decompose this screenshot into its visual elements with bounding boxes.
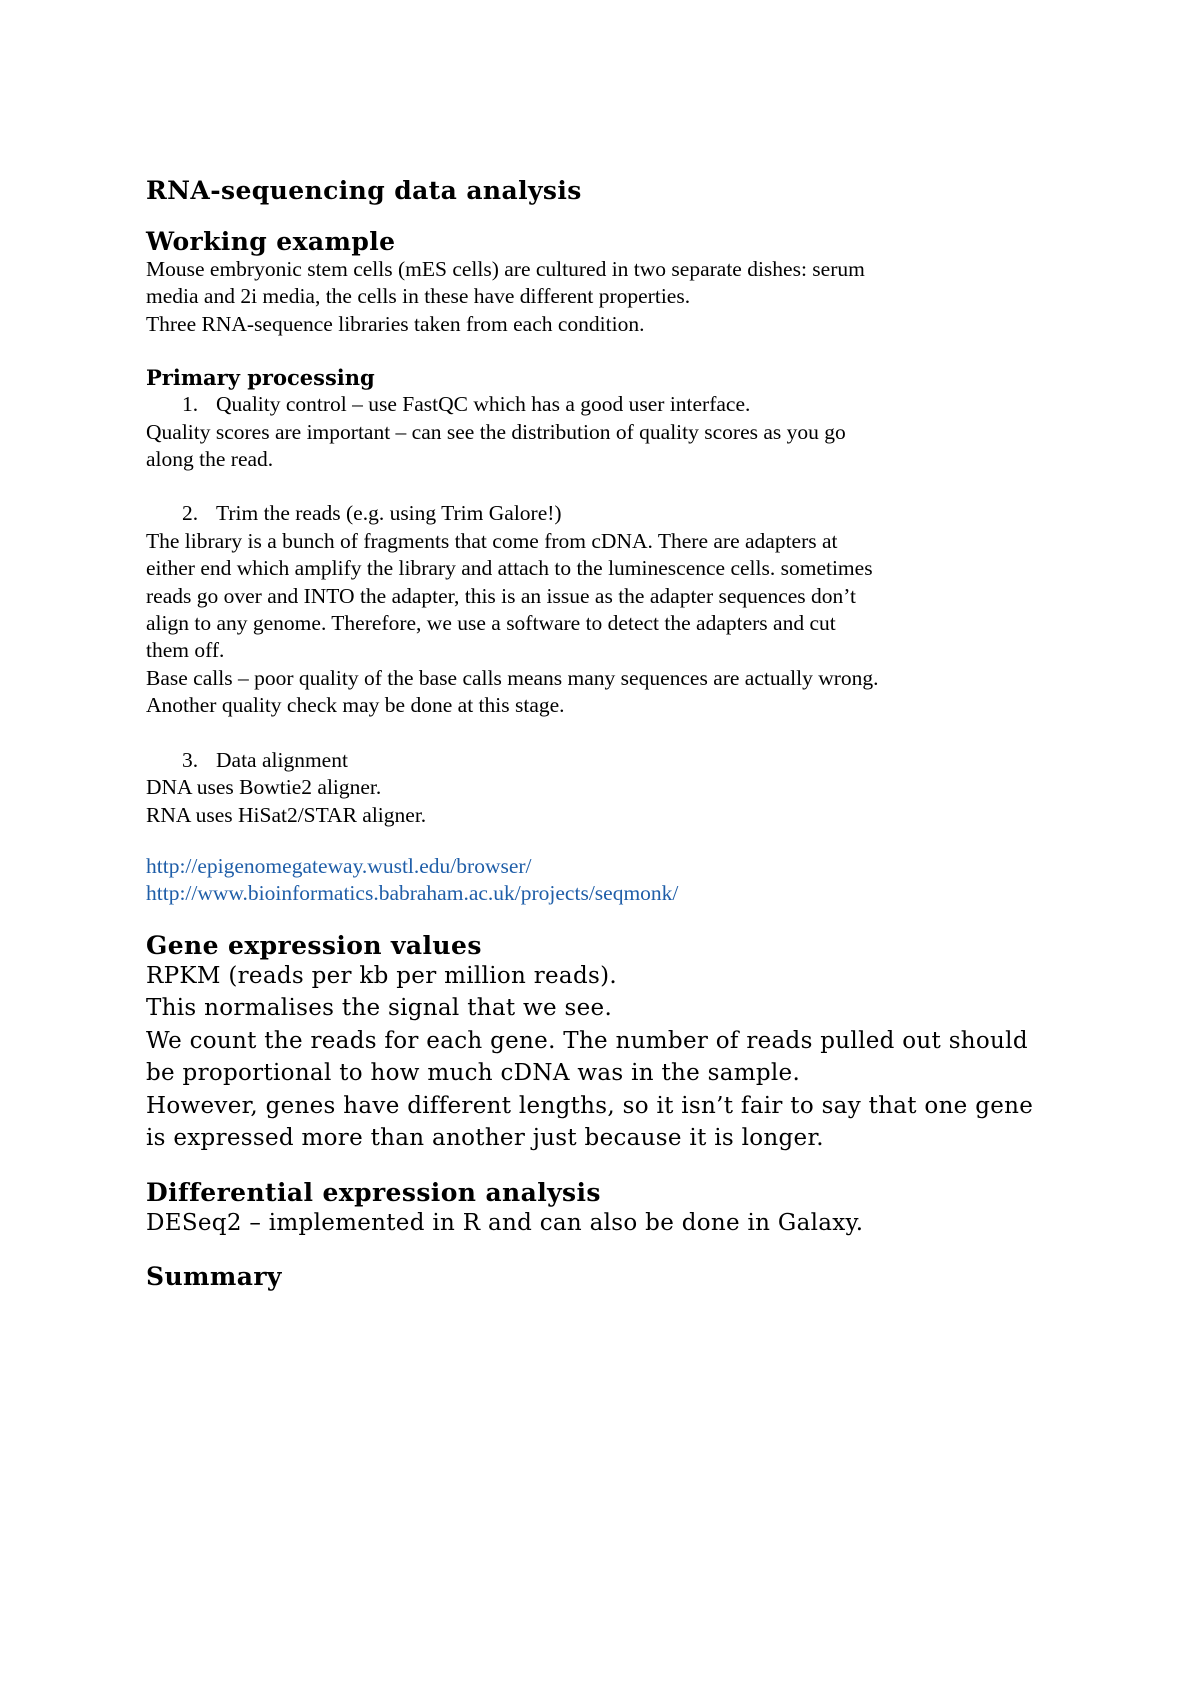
differential-expression-line: DESeq2 – implemented in R and can also be done in Galaxy.: [146, 1209, 864, 1236]
trim-text-line: The library is a bunch of fragments that come from cDNA. There are adapters at: [146, 528, 838, 553]
gene-expression-line: However, genes have different lengths, so it isn’t fair to say that one gene: [146, 1092, 1034, 1119]
alignment-text-line: RNA uses HiSat2/STAR aligner.: [146, 802, 427, 827]
primary-processing-heading: Primary processing: [146, 365, 375, 391]
quality-text-line: Quality scores are important – can see the distribution of quality scores as you go: [146, 419, 846, 444]
alignment-text-line: DNA uses Bowtie2 aligner.: [146, 775, 382, 800]
list-number: 3.: [182, 747, 199, 772]
gene-expression-line: is expressed more than another just because it is longer.: [146, 1125, 824, 1152]
list-item-label: Trim the reads (e.g. using Trim Galore!): [216, 501, 562, 526]
document-page: [146, 174, 1086, 1291]
summary-heading: Summary: [146, 1262, 282, 1292]
working-example-heading: Working example: [146, 227, 396, 256]
trim-text-line: Base calls – poor quality of the base calls means many sequences are actually wrong.: [146, 665, 879, 690]
list-item-quality-control: [146, 391, 1086, 418]
list-item-trim-reads: [146, 500, 1086, 527]
gene-expression-line: This normalises the signal that we see.: [146, 995, 613, 1022]
trim-text-line: either end which amplify the library and attach to the luminescence cells. sometimes: [146, 556, 873, 581]
trim-text-line: align to any genome. Therefore, we use a software to detect the adapters and cut: [146, 611, 836, 636]
list-item-label: Data alignment: [216, 747, 348, 772]
list-number: 1.: [182, 392, 199, 417]
gene-expression-line: be proportional to how much cDNA was in the sample.: [146, 1060, 801, 1087]
quality-text-line: along the read.: [146, 447, 274, 472]
working-example-line: media and 2i media, the cells in these have different properties.: [146, 284, 691, 309]
list-item-label: Quality control – use FastQC which has a good user interface.: [216, 392, 751, 417]
list-number: 2.: [182, 501, 199, 526]
gene-expression-heading: Gene expression values: [146, 930, 482, 960]
differential-expression-heading: Differential expression analysis: [146, 1177, 601, 1207]
trim-text-line: them off.: [146, 638, 225, 663]
working-example-line: Mouse embryonic stem cells (mES cells) are cultured in two separate dishes: serum: [146, 257, 865, 281]
trim-text-line: Another quality check may be done at this stage.: [146, 693, 565, 718]
gene-expression-line: RPKM (reads per kb per million reads).: [146, 962, 617, 989]
document-title: RNA-sequencing data analysis: [146, 176, 582, 205]
epigenome-gateway-link[interactable]: http://epigenomegateway.wustl.edu/browser/: [146, 853, 532, 878]
gene-expression-line: We count the reads for each gene. The number of reads pulled out should: [146, 1027, 1028, 1054]
working-example-line: Three RNA-sequence libraries taken from each condition.: [146, 311, 645, 336]
seqmonk-link[interactable]: http://www.bioinformatics.babraham.ac.uk/projects/seqmonk/: [146, 881, 679, 906]
trim-text-line: reads go over and INTO the adapter, this is an issue as the adapter sequences don’t: [146, 583, 857, 608]
list-item-data-alignment: [146, 747, 1086, 774]
